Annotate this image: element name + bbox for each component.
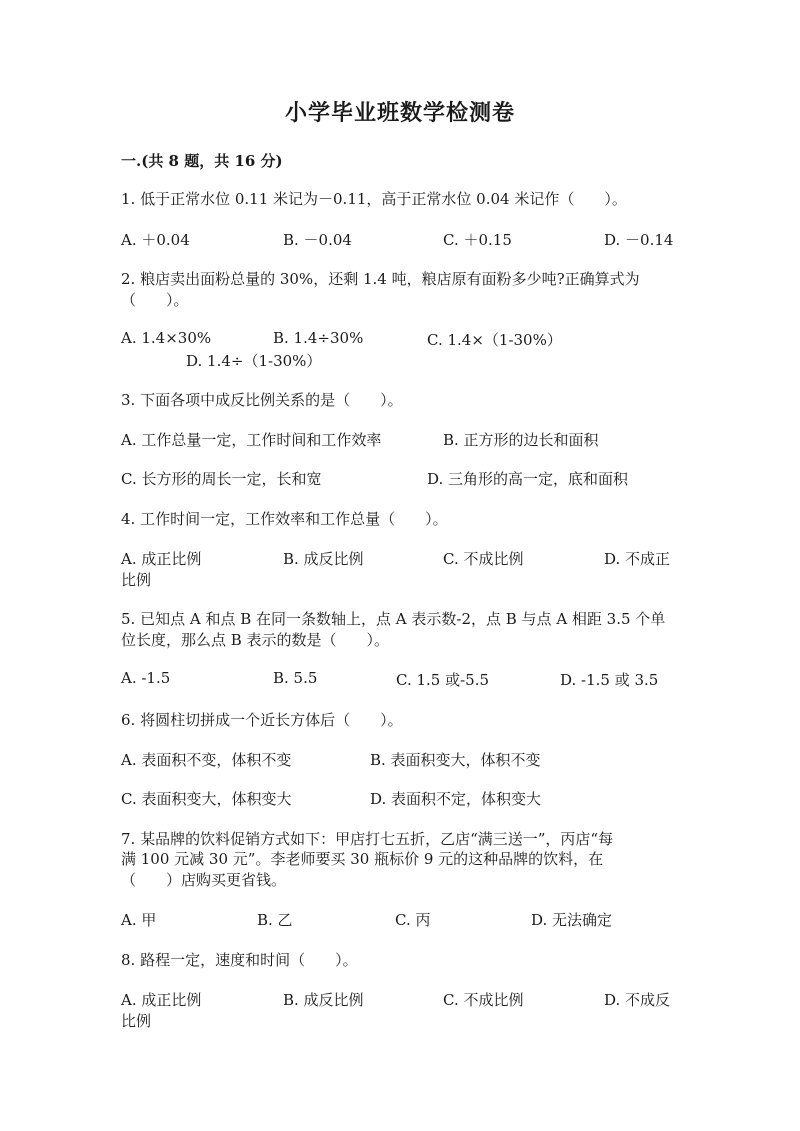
- question-6-option-d: D. 表面积不定，体积变大: [370, 790, 542, 808]
- question-8-option-b: B. 成反比例: [283, 991, 364, 1009]
- question-3-option-d: D. 三角形的高一定，底和面积: [427, 470, 629, 488]
- question-5-option-a: A. -1.5: [121, 669, 171, 687]
- question-8-stem: 8. 路程一定，速度和时间（ ）。: [121, 951, 358, 969]
- question-4-stem: 4. 工作时间一定，工作效率和工作总量（ ）。: [121, 510, 448, 528]
- question-2-option-c: C. 1.4×（1-30%）: [427, 331, 562, 349]
- section-heading: 一.(共 8 题，共 16 分): [121, 152, 283, 170]
- question-2-option-a: A. 1.4×30%: [121, 329, 212, 347]
- question-7-stem: 满 100 元减 30 元”。李老师要买 30 瓶标价 9 元的这种品牌的饮料，在: [121, 850, 604, 868]
- question-8-option-d: D. 不成反: [604, 991, 671, 1009]
- question-4-option-d: D. 不成正: [604, 550, 671, 568]
- question-1-stem: 1. 低于正常水位 0.11 米记为－0.11，高于正常水位 0.04 米记作（ ）。: [121, 190, 627, 208]
- question-2-option-d: D. 1.4÷（1-30%）: [186, 352, 322, 370]
- question-5-option-b: B. 5.5: [273, 669, 318, 687]
- question-3-stem: 3. 下面各项中成反比例关系的是（ ）。: [121, 391, 403, 409]
- question-7-option-b: B. 乙: [257, 911, 293, 929]
- question-5-option-d: D. -1.5 或 3.5: [560, 671, 659, 689]
- question-7-stem: 7. 某品牌的饮料促销方式如下：甲店打七五折，乙店“满三送一”，丙店“每: [121, 830, 614, 848]
- question-6-stem: 6. 将圆柱切拼成一个近长方体后（ ）。: [121, 711, 403, 729]
- question-4-option-c: C. 不成比例: [443, 550, 524, 568]
- question-5-stem: 位长度，那么点 B 表示的数是（ ）。: [121, 631, 390, 649]
- question-1-option-b: B. －0.04: [283, 231, 352, 249]
- question-5-stem: 5. 已知点 A 和点 B 在同一条数轴上，点 A 表示数-2，点 B 与点 A 相距 3.5 个单: [121, 610, 666, 628]
- question-7-option-d: D. 无法确定: [531, 911, 613, 929]
- question-2-stem: （ ）。: [121, 291, 189, 309]
- question-4-option-b: B. 成反比例: [283, 550, 364, 568]
- question-8-option-a: A. 成正比例: [121, 991, 202, 1009]
- page-title: 小学毕业班数学检测卷: [284, 100, 515, 126]
- question-2-stem: 2. 粮店卖出面粉总量的 30%，还剩 1.4 吨，粮店原有面粉多少吨?正确算式为: [121, 270, 640, 288]
- question-1-option-d: D. －0.14: [604, 231, 674, 249]
- question-8-option-c: C. 不成比例: [443, 991, 524, 1009]
- question-2-option-b: B. 1.4÷30%: [273, 329, 364, 347]
- question-7-stem: （ ）店购买更省钱。: [121, 871, 287, 889]
- question-4-option-d-wrap: 比例: [121, 571, 152, 589]
- question-6-option-c: C. 表面积变大，体积变大: [121, 790, 292, 808]
- question-6-option-a: A. 表面积不变，体积不变: [121, 751, 292, 769]
- question-1-option-c: C. ＋0.15: [443, 231, 512, 249]
- question-3-option-c: C. 长方形的周长一定，长和宽: [121, 470, 322, 488]
- question-8-option-d-wrap: 比例: [121, 1012, 152, 1030]
- question-7-option-a: A. 甲: [121, 911, 157, 929]
- question-3-option-b: B. 正方形的边长和面积: [443, 431, 599, 449]
- question-3-option-a: A. 工作总量一定，工作时间和工作效率: [121, 431, 382, 449]
- question-4-option-a: A. 成正比例: [121, 550, 202, 568]
- question-7-option-c: C. 丙: [395, 911, 431, 929]
- question-6-option-b: B. 表面积变大，体积不变: [370, 751, 541, 769]
- question-1-option-a: A. ＋0.04: [121, 231, 190, 249]
- question-5-option-c: C. 1.5 或-5.5: [396, 671, 490, 689]
